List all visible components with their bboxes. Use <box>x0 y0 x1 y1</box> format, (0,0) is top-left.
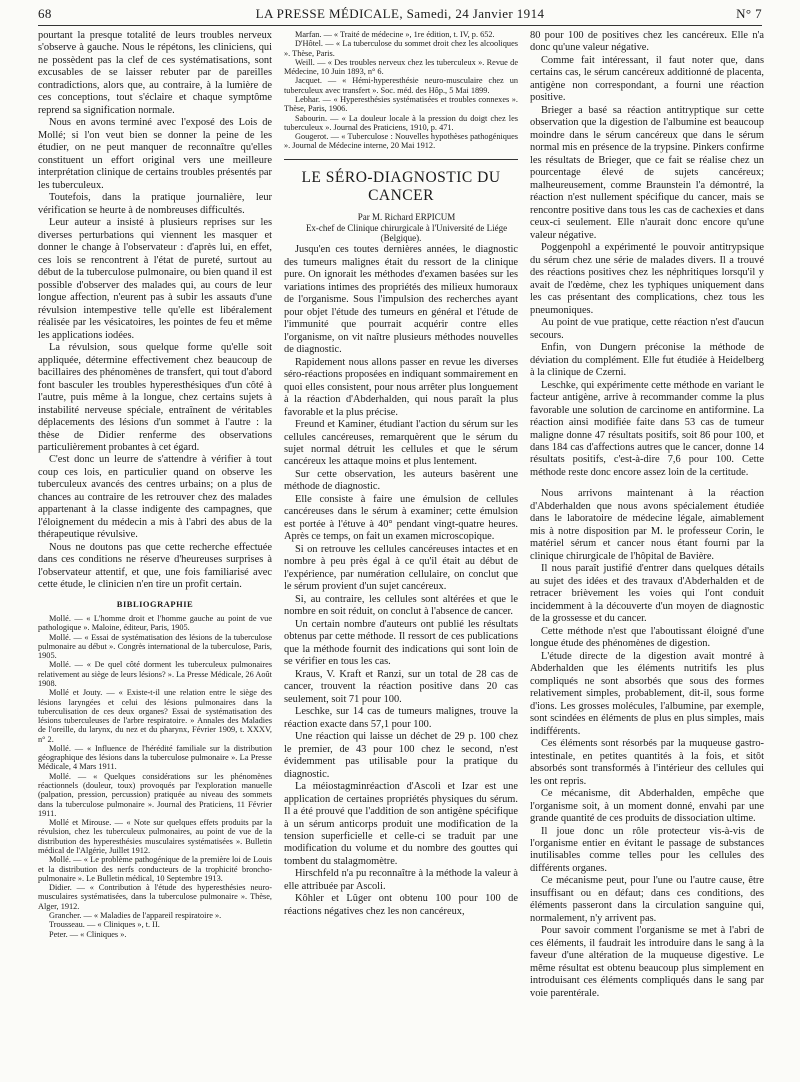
paragraph: Leschke, sur 14 cas de tumeurs malignes, trouve la réaction exacte dans 57,1 pour 100. <box>284 706 518 730</box>
paragraph: Hirschfeld n'a pu reconnaître à la méthode la valeur à elle attribuée par Ascoli. <box>284 868 518 892</box>
bibliography-entry: Marfan. — « Traité de médecine », 1re édition, t. IV, p. 652. <box>295 30 495 39</box>
author-affiliation: Ex-chef de Clinique chirurgicale à l'Université de Liége (Belgique). <box>305 222 508 244</box>
bibliography-entry: Jacquet. — « Hémi-hyperesthésie neuro-musculaire chez un tuberculeux avec transfert ». Soc. méd. des Hôp., 5 Mai 1899. <box>284 76 518 95</box>
bibliography-entry: Mollé et Jouty. — « Existe-t-il une relation entre le siège des lésions laryngées et celui des lésions pulmonaires dans la tuberculisation de ces deux organes? Essai de systématisation des lésions tuberculeuses de l'arbre respiratoire. » Annales des Maladies de l'oreille, du larynx, du nez et du pharynx, Février 1909, t. XXXV, n° 2. <box>38 688 272 744</box>
paragraph: Si on retrouve les cellules cancéreuses intactes et en nombre à peu près égal à ce qu'il était au début de l'expérience, par numération cellulaire, on conclut que le sérum provient d'un sujet cancéreux. <box>284 543 518 593</box>
paragraph: Nous en avons terminé avec l'exposé des Lois de Mollé; si l'on veut bien se donner la peine de les étudier, on ne peut manquer de reconnaître qu'elles constituent un effort original vers une meilleure interprétation clinique de certains troubles présentés par les tuberculeux. <box>38 117 272 191</box>
paragraph: Ces éléments sont résorbés par la muqueuse gastro-intestinale, en petites quantités à la fois, et sitôt absorbés sont transformés à l'intérieur des cellules qui les ont repris. <box>530 738 764 787</box>
paragraph: Nous ne doutons pas que cette recherche effectuée dans ces conditions ne réserve d'heureuses surprises à l'observateur attentif, et que, une fois familiarisé avec cette étude, le clinicien n'en tire un profit certain. <box>38 541 272 591</box>
paragraph: La révulsion, sous quelque forme qu'elle soit appliquée, détermine effectivement chez beaucoup de bacillaires des phénomènes de transfert, qui tout d'abord font basculer les troubles hyperesthésiques d'un côté à l'autre, puis même à la longue, chez certains sujets à instabilité nerveuse spéciale, entraînent de véritables déplacements des lésions d'un sommet à l'autre : la thèse de Didier renferme des observations particulièrement probantes à cet égard. <box>38 342 272 453</box>
paragraph: Freund et Kaminer, étudiant l'action du sérum sur les cellules cancéreuses, remarquèrent que le sérum du sujet normal détruit les cellules et que le sérum cancéreux les attaque moins et plus lentement. <box>284 419 518 468</box>
bibliography-entry: Mollé. — « L'homme droit et l'homme gauche au point de vue pathologique ». Maloine, éditeur, Paris, 1905. <box>38 613 272 633</box>
paragraph: Un certain nombre d'auteurs ont publié les résultats obtenus par cette méthode. Il ressort de ces publications que la méthode fournit des indications qui sont loin de se vérifier en tous les cas. <box>284 618 518 668</box>
paragraph: Cette méthode n'est que l'aboutissant éloigné d'une longue étude des phénomènes de digestion. <box>530 625 764 650</box>
bibliography-entry: D'Hôtel. — « La tuberculose du sommet droit chez les alcooliques ». Thèse, Paris. <box>284 39 518 58</box>
bibliography-entry: Didier. — « Contribution à l'étude des hyperesthésies neuro-musculaires systématisées, dans la tuberculose pulmonaire ». Thèse, Alger, 1912. <box>38 883 272 911</box>
bibliography-entry: Lebhar. — « Hyperesthésies systématisées et troubles connexes ». Thèse, Paris, 1906. <box>284 94 518 114</box>
bibliography-entry: Sabourin. — « La douleur locale à la pression du doigt chez les tuberculeux ». Journal des Praticiens, 1910, p. 471. <box>284 113 518 132</box>
running-title: LA PRESSE MÉDICALE, Samedi, 24 Janvier 1914 <box>255 6 545 21</box>
column-2 <box>284 30 518 1076</box>
paragraph: Il joue donc un rôle protecteur vis-à-vis de l'organisme entier en évitant le passage de substances inutilisables comme telles pour les cellules des différents organes. <box>530 825 764 874</box>
paragraph: Jusqu'en ces toutes dernières années, le diagnostic des tumeurs malignes était du ressort de la clinique pure. On ignorait les méthodes d'examen basées sur les variations intimes des propriétés des milieux humoraux de l'organisme. Sous l'impulsion des recherches ayant pour objet l'étude des tumeurs en général et l'étude de l'immunité que pourrait acquérir contre elles l'organisme, on vit naître plusieurs méthodes nouvelles de diagnostic. <box>284 244 518 356</box>
paragraph: Kraus, V. Kraft et Ranzi, sur un total de 28 cas de cancer, trouvent la réaction positive dans 20 cas seulement, soit 71 pour 100. <box>284 668 518 705</box>
paragraph: C'est donc un leurre de s'attendre à vérifier à tout coup ces lois, en particulier quand on observe les tuberculeux avancés des centres urbains; on a plus de chances au contraire de les retrouver chez des malades appartenant à la classe indigente des campagnes, que l'éloignement du médecin a mis à l'abri des abus de la thérapeutique révulsive. <box>38 454 272 541</box>
section-spacer <box>530 479 764 488</box>
bibliography-entry: Weill. — « Des troubles nerveux chez les tuberculeux ». Revue de Médecine, 10 Juin 1893, n° 6. <box>284 57 518 77</box>
paragraph: Nous arrivons maintenant à la réaction d'Abderhalden que nous avons spécialement étudiée dans le laboratoire de médecine légale, aimablement mis à notre disposition par M. le professeur Corin, le matériel sérum et cancer nous étant fourni par la clinique chirurgicale de l'hôpital de Bavière. <box>530 488 764 562</box>
bibliography-heading: BIBLIOGRAPHIE <box>116 598 194 609</box>
paragraph: Elle consiste à faire une émulsion de cellules cancéreuses dans le sérum à examiner; cette émulsion est portée à l'étuve à 40° pendant vingt-quatre heures. Après ce temps, on fait un examen microscopique. <box>284 493 518 543</box>
column-1 <box>38 30 272 1076</box>
paragraph: Kôhler et Lûger ont obtenu 100 pour 100 de réactions négatives chez les non cancéreux, <box>284 893 518 917</box>
paragraph: Si, au contraire, les cellules sont altérées et que le nombre en soit réduit, on conclut à l'absence de cancer. <box>284 593 518 618</box>
paragraph: Ce mécanisme peut, pour l'une ou l'autre cause, être insuffisant ou en défaut; dans ces conditions, des éléments passeront dans la circulation sanguine qui, normalement, n'y arrivent pas. <box>530 875 764 924</box>
paragraph: Toutefois, dans la pratique journalière, leur vérification se heurte à de nombreuses difficultés. <box>38 192 272 216</box>
column-3 <box>530 30 764 1076</box>
paragraph: Poggenpohl a expérimenté le pouvoir antitrypsique du sérum chez une série de malades divers. Il a trouvé des réactions positives chez les néphritiques lorsqu'il y avait de l'œdème, chez les typhiques uniquement dans les cas présentant des complications, chez tous les pneumoniques. <box>530 242 764 316</box>
issue-number: N° 7 <box>736 6 762 21</box>
paragraph: Comme fait intéressant, il faut noter que, dans certains cas, le sérum cancéreux additionné de placenta, antigène non correspondant, a fourni une réaction positive. <box>530 54 764 104</box>
bibliography-entry: Mollé et Mirouse. — « Note sur quelques effets produits par la révulsion, chez les tuberculeux pulmonaires, au point de vue de la distribution des hyperesthésies musculaires systématisées ». Bulletin médical de l'Algérie, Juillet 1912. <box>38 818 272 856</box>
paragraph: Une réaction qui laisse un déchet de 29 p. 100 chez le premier, de 43 pour 100 chez le second, n'est évidemment pas utilisable pour la pratique du diagnostic. <box>284 731 518 780</box>
paragraph: Ce mécanisme, dit Abderhalden, empêche que l'organisme soit, à un moment donné, envahi par une grande quantité de ces produits de dissociation ultime. <box>530 788 764 825</box>
paragraph: Brieger a basé sa réaction antitryptique sur cette observation que la digestion de l'albumine est beaucoup moindre dans le sérum cancéreux que dans le sérum normal mis en présence de la trypsine. Pinkers confirme les résultats de Brieger, que ce fait se réalise chez un pourcentage élevé de sujets cancéreux; malheureusement, comme Braunstein l'a démontré, la réaction n'est nullement spécifique du cancer, mais se rencontre positive dans tous les cas de cachexies et dans ceux-ci seulement. Elle n'aurait donc encore qu'une valeur négative. <box>530 104 764 241</box>
bibliography-entry: Grancher. — « Maladies de l'appareil respiratoire ». <box>49 910 222 920</box>
paragraph: 80 pour 100 de positives chez les cancéreux. Elle n'a donc qu'une valeur négative. <box>530 30 764 54</box>
paragraph: Leur auteur a insisté à plusieurs reprises sur les diverses perturbations qui viennent les masquer et donner le change à l'observateur : d'après lui, en effet, ces lois se rencontrent à l'état de pureté, surtout au début de la tuberculose pulmonaire, ou bien quand il est possible d'observer des malades qui, au cours de leur longue affection, n'eurent pas à subir les assauts d'une révulsion intempestive telle qu'elle est libéralement réalisée par les vésicatoires, les pointes de feu et même les applications iodées. <box>38 217 272 341</box>
paragraph: pourtant la presque totalité de leurs troubles nerveux s'observe à gauche. Nous le répétons, les cliniciens, qui ne possèdent pas la clef de ces systématisations, sont excusables de se laisser rebuter par de pareilles contradictions, alors que, au contraire, à la lumière de ces conceptions, tout s'éclaire et chaque symptôme reprend sa signification normale. <box>38 30 272 116</box>
page-number: 68 <box>38 6 52 21</box>
paragraph: Leschke, qui expérimente cette méthode en variant le facteur antigène, arrive à recommander comme la plus favorable une solution de carcinome en antiformine. La réaction ainsi modifiée faite dans 53 cas de tumeur maligne donne 47 résultats positifs, soit 86 pour 100, et dans 184 cas d'affections autres que le cancer, donne 14 résultats positifs, c'est-à-dire 7,6 pour 100. Cette méthode reste donc encore assez loin de la certitude. <box>530 379 764 478</box>
paragraph: La méiostagminréaction d'Ascoli et Izar est une application de certaines propriétés physiques du sérum. Il a été prouvé que l'addition de son antigène spécifique à un sérum anticorps produit une modification de la tension superficielle et celle-ci se traduit par une modification du volume et du nombre des gouttes qui tombent du stalagmomètre. <box>284 781 518 867</box>
paragraph: L'étude directe de la digestion avait montré à Abderhalden que les éléments nutritifs les plus compliqués ne sont absorbés que sous des formes relativement simples, probablement, dit-il, sous forme d'ions. Les grosses molécules, l'albumine, par exemple, sont scindées en éléments de plus en plus simples, mais indifférents. <box>530 650 764 737</box>
paragraph: Enfin, von Dungern préconise la méthode de déviation du complément. Elle fut étudiée à Heidelberg à la clinique de Czerni. <box>530 342 764 379</box>
article-title: LE SÉRO-DIAGNOSTIC DU CANCER <box>301 168 501 205</box>
bibliography-entry: Peter. — « Cliniques ». <box>49 929 127 939</box>
bibliography-entry: Mollé. — « Quelques considérations sur les phénomènes réactionnels (douleur, toux) provoqués par l'exploration manuelle (palpation, pression, percussion) pratiquée au niveau des sommets dans la tuberculose pulmonaire ». Journal des Praticiens, 11 Février 1911. <box>38 771 272 818</box>
paragraph: Rapidement nous allons passer en revue les diverses séro-réactions proposées en indiquant sommairement en quoi elles consistent, pour nous arrêter plus longuement à la réaction d'Abderhalden, qui nous paraît la plus favorable et la plus précise. <box>284 356 518 418</box>
bibliography-entry: Mollé. — « De quel côté dorment les tuberculeux pulmonaires relativement au siège de leurs lésions? ». La Presse Médicale, 26 Août 1908. <box>38 660 272 688</box>
paragraph: Sur cette observation, les auteurs basèrent une méthode de diagnostic. <box>284 468 518 493</box>
bibliography-entry: Mollé. — « Influence de l'hérédité familiale sur la distribution géographique des lésions dans la tuberculose pulmonaire ». La Presse Médicale, 4 Mars 1911. <box>38 743 272 772</box>
page-header <box>38 6 762 22</box>
paragraph: Il nous paraît justifié d'entrer dans quelques détails au sujet des idées et des travaux d'Abderhalden et de retracer brièvement les voies qui l'ont conduit incidemment à la découverte d'un moyen de diagnostic de la grossesse et du cancer. <box>530 563 764 625</box>
bibliography-entry: Gougerot. — « Tuberculose : Nouvelles hypothèses pathogéniques ». Journal de Médecine interne, 20 Mai 1912. <box>284 132 518 151</box>
article-header <box>284 159 518 245</box>
bibliography-entry: Mollé. — « Le problème pathogénique de la première loi de Louis et la distribution des nerfs conducteurs de la trophicité broncho-pulmonaire ». Le Bulletin médical, 10 Septembre 1913. <box>38 855 272 883</box>
author-byline: Par M. Richard ERPICUM <box>357 211 456 222</box>
paragraph: Au point de vue pratique, cette réaction n'est d'aucun secours. <box>530 317 764 341</box>
bibliography-entry: Trousseau. — « Cliniques », t. II. <box>49 920 160 930</box>
paragraph: Pour savoir comment l'organisme se met à l'abri de ces éléments, il faudrait les introduire dans le sang à la faveur d'une altération de la muqueuse digestive. Le même résultat est obtenu beaucoup plus simplement en introduisant ces éléments compliqués dans le sang par voie parentérale. <box>530 925 764 999</box>
header-rule <box>38 25 762 26</box>
bibliography-entry: Mollé. — « Essai de systématisation des lésions de la tuberculose pulmonaire au début ». Congrès international de la tuberculose, Paris, 1905. <box>38 632 272 661</box>
